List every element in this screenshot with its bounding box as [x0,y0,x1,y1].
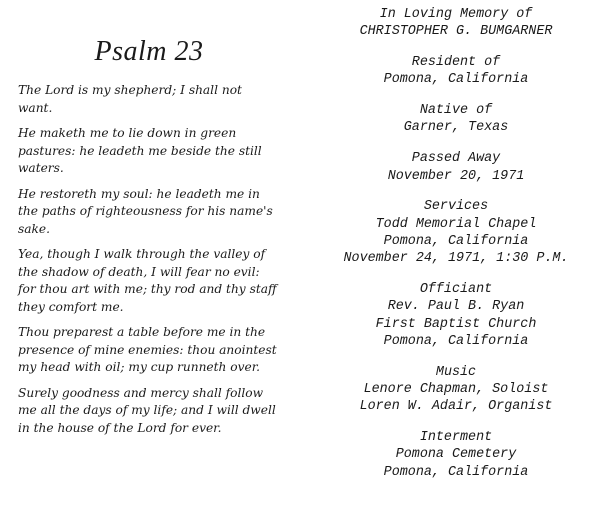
music-organist: Loren W. Adair, Organist [359,399,553,415]
officiant-place: Pomona, California [383,333,529,349]
native-block [326,102,586,137]
psalm-verse-6: Surely goodness and mercy shall follow me all the days of my life; and I will dwell in the house of the Lord for ever. [18,385,276,435]
passed-block [326,150,586,185]
officiant-block [326,281,586,350]
passed-date: November 20, 1971 [387,168,525,184]
psalm-title: Psalm 23 [94,36,204,67]
resident-place: Pomona, California [383,72,529,88]
interment-place: Pomona, California [383,464,529,480]
services-block [326,198,586,267]
interment-block [326,429,586,481]
passed-label: Passed Away [411,151,501,167]
music-label: Music [435,364,477,380]
resident-label: Resident of [411,55,501,71]
psalm-verse-1: The Lord is my shepherd; I shall not want. [18,83,242,115]
officiant-name: Rev. Paul B. Ryan [387,299,525,315]
native-place: Garner, Texas [403,120,509,136]
interment-cemetery: Pomona Cemetery [395,447,517,463]
psalm-verse-5: Thou preparest a table before me in the presence of mine enemies: thou anointest my head with oil; my cup runneth over. [18,325,277,374]
memorial-section [326,6,586,495]
deceased-name: CHRISTOPHER G. BUMGARNER [359,24,553,40]
resident-block [326,54,586,89]
psalm-section [18,30,280,445]
psalm-verse-2: He maketh me to lie down in green pastures: he leadeth me beside the still waters. [18,126,262,175]
psalm-verse-4: Yea, though I walk through the valley of the shadow of death, I will fear no evil: for thou art with me; thy rod and thy staff they comfort me. [18,247,277,314]
native-label: Native of [419,103,493,119]
services-datetime: November 24, 1971, 1:30 P.M. [343,251,569,267]
music-soloist: Lenore Chapman, Soloist [363,382,549,398]
services-venue: Todd Memorial Chapel [375,216,537,232]
interment-label: Interment [419,430,493,446]
memorial-heading-line: In Loving Memory of [379,7,533,22]
officiant-label: Officiant [419,282,493,298]
officiant-church: First Baptist Church [375,316,537,332]
services-label: Services [423,199,489,215]
psalm-verse-3: He restoreth my soul: he leadeth me in the paths of righteousness for his name's sake. [18,186,273,236]
memorial-heading [326,6,586,41]
services-place: Pomona, California [383,233,529,249]
music-block [326,364,586,416]
